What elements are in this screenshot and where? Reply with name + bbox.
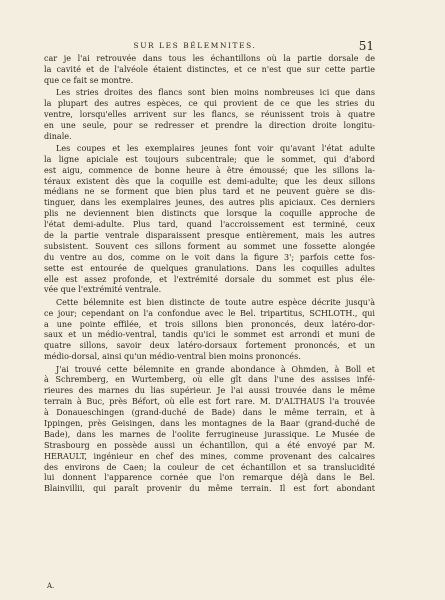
text-line: la cavité et de l'alvéole étaient distinctes, et ce n'est que sur cette partie: [44, 64, 375, 74]
running-title: SUR LES BÉLEMNITES.: [133, 41, 257, 50]
text-line: Les stries droites des flancs sont bien moins nombreuses ici que dans: [56, 88, 375, 98]
text-line: tinguer, dans les exemplaires jeunes, des autres plis apiciaux. Ces derniers: [44, 198, 375, 208]
text-line: Cette bélemnite est bien distincte de toute autre espèce décrite jusqu'à: [56, 297, 375, 307]
text-line: lui donnent l'apparence cornée que l'on remarque déjà dans le Bel.: [44, 473, 375, 483]
text-line: subsistent. Souvent ces sillons forment au sommet une fossette alongée: [44, 241, 375, 251]
text-line: la ligne apiciale est toujours subcentrale; que le sommet, qui d'abord: [44, 154, 375, 164]
text-line: Blainvillii, qui paraît provenir du même terrain. Il est fort abondant: [44, 484, 375, 494]
page-number: 51: [358, 39, 374, 53]
text-line: téraux existent dès que la coquille est demi-adulte; que les deux sillons: [44, 176, 375, 186]
text-line: que ce fait se montre.: [44, 75, 134, 85]
text-line: de la partie ventrale disparaissent presque entièrement, mais les autres: [44, 231, 375, 241]
text-line: Bade), dans les marnes de l'oolite ferrugineuse jurassique. Le Musée de: [44, 429, 375, 439]
text-line: l'état demi-adulte. Plus tard, quand l'accroissement est terminé, ceux: [44, 220, 375, 230]
text-line: est aigu, commence de bonne heure à être émoussé; que les sillons la-: [44, 165, 375, 175]
text-line: J'ai trouvé cette bélemnite en grande abondance à Ohmden, à Boll et: [56, 364, 375, 374]
text-line: ce jour; cependant on l'a confondue avec le Bel. tripartitus, SCHLOTH., qui: [44, 308, 375, 318]
text-line: Strasbourg en possède aussi un échantillon, qui a été envoyé par M.: [44, 440, 375, 450]
text-line: a une pointe effilée, et trois sillons bien prononcés, deux latéro-dor-: [44, 319, 375, 329]
text-line: dinale.: [44, 131, 72, 141]
text-line: à Schremberg, en Wurtemberg, où elle gît dans l'une des assises infé-: [44, 375, 375, 385]
text-line: plis ne deviennent bien distincts que lorsque la coquille approche de: [44, 209, 375, 219]
text-line: vée que l'extrémité ventrale.: [44, 285, 162, 295]
text-line: médians ne se forment que bien plus tard et ne peuvent guère se dis-: [44, 187, 375, 197]
text-line: car je l'ai retrouvée dans tous les échantillons où la partie dorsale de: [44, 54, 375, 63]
text-line: Ippingen, près Geisingen, dans les montagnes de la Baar (grand-duché de: [44, 418, 375, 428]
text-line: en une seule, pour se redresser et prendre la direction droite longitu-: [44, 120, 375, 130]
text-line: terrain à Buc, près Béfort, où elle est fort rare. M. D'ALTHAUS l'a trouvée: [44, 397, 375, 407]
text-line: du ventre au dos, comme on le voit dans la figure 3'; parfois cette fos-: [44, 252, 375, 262]
text-line: la plupart des autres espèces, ce qui provient de ce que les stries du: [44, 98, 375, 108]
text-line: quatre sillons, savoir deux latéro-dorsaux fortement prononcés, et un: [44, 341, 375, 351]
text-line: rieures des marnes du lias supérieur. Je l'ai aussi trouvée dans le même: [44, 386, 375, 396]
text-line: HÉRAULT, ingénieur en chef des mines, comme provenant des calcaires: [44, 451, 375, 461]
signature-mark: A.: [47, 582, 55, 590]
text-line: sette est entourée de quelques granulations. Dans les coquilles adultes: [44, 263, 375, 273]
text-line: ventre, lorsqu'elles arrivent sur les flancs, se réunissent trois à quatre: [44, 109, 375, 119]
text-line: Les coupes et les exemplaires jeunes font voir qu'avant l'état adulte: [56, 143, 375, 153]
body-text: [44, 54, 375, 495]
text-line: médio-dorsal, ainsi qu'un médio-ventral bien moins prononcés.: [44, 352, 301, 362]
text-line: à Donaueschingen (grand-duché de Bade) dans le même terrain, et à: [44, 408, 375, 418]
text-line: des environs de Caen; la couleur de cet échantillon et sa translucidité: [44, 462, 375, 472]
text-line: elle est assez profonde, et l'extrémité dorsale du sommet est plus éle-: [44, 274, 375, 284]
text-line: saux et un médio-ventral, tandis qu'ici le sommet est arrondi et muni de: [44, 330, 375, 340]
